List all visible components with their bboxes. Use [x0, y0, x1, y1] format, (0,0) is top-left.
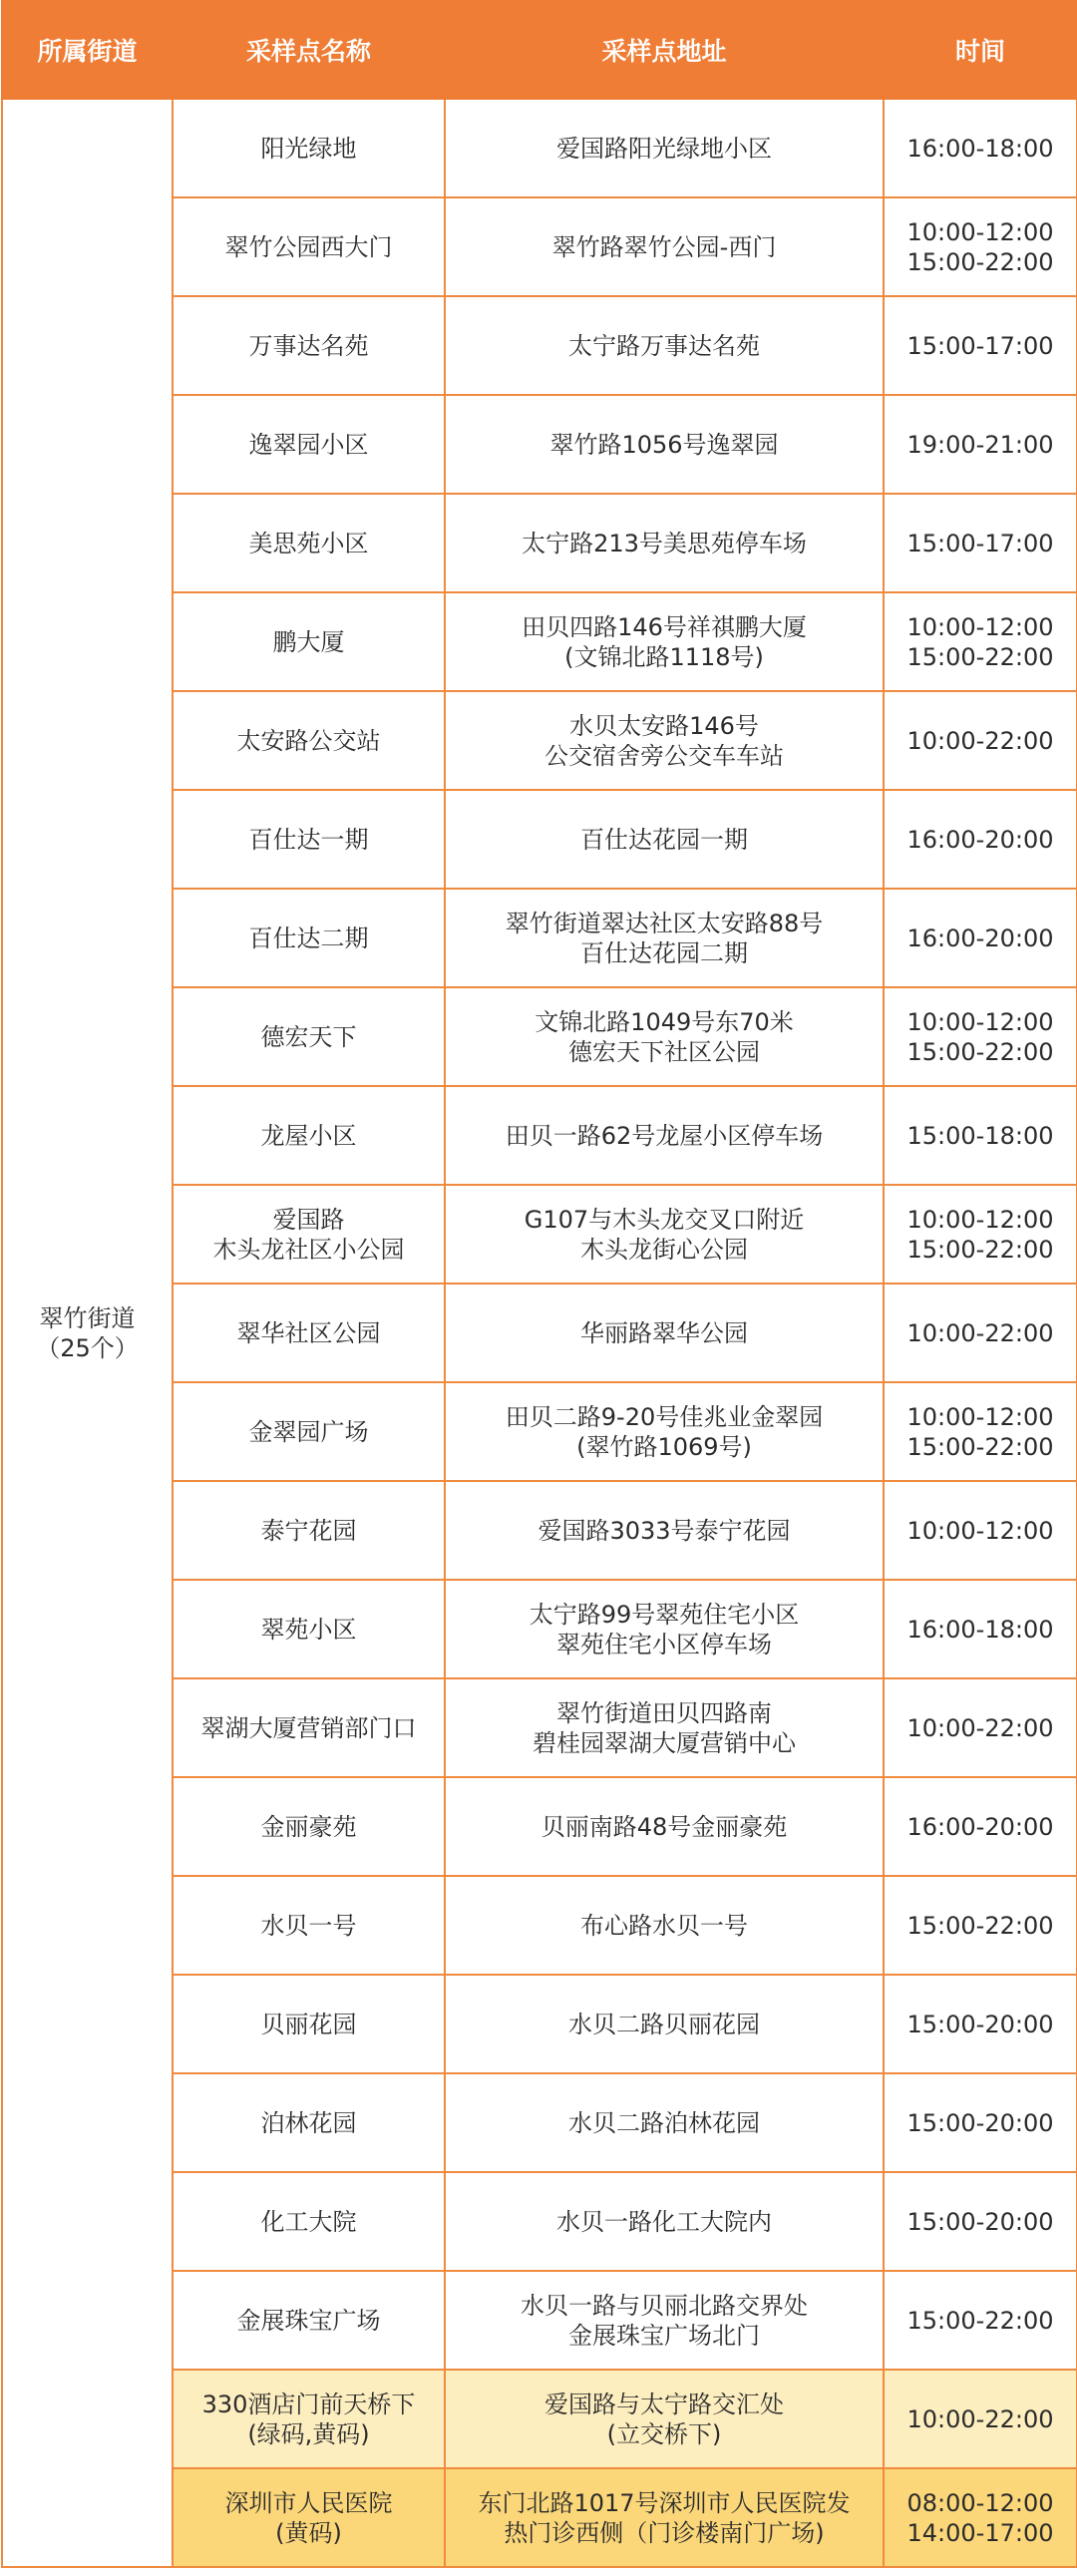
site-name-cell-line: 万事达名苑 [248, 331, 369, 360]
site-time-cell [884, 2370, 1077, 2468]
site-time-cell-line: 10:00-12:00 [906, 1007, 1054, 1036]
site-time-cell-line: 16:00-18:00 [906, 134, 1054, 163]
site-name-cell [173, 494, 445, 592]
site-address-cell-line: 东门北路1017号深圳市人民医院发 [478, 2488, 851, 2517]
site-name-cell-line: 翠苑小区 [260, 1615, 357, 1644]
site-address-cell-line: 爱国路与太宁路交汇处 [544, 2390, 784, 2418]
site-time-cell-line: 16:00-18:00 [906, 1615, 1054, 1644]
header-time: 时间 [884, 1, 1077, 99]
site-name-cell-line: 翠华社区公园 [236, 1318, 381, 1347]
site-time-cell-line: 10:00-12:00 [906, 1516, 1054, 1545]
site-address-cell [445, 2172, 884, 2271]
site-name-cell-line: 爱国路 [272, 1205, 345, 1234]
site-address-cell [445, 99, 884, 197]
site-name-cell [173, 2468, 445, 2567]
site-name-cell [173, 1382, 445, 1481]
site-address-cell [445, 1382, 884, 1481]
site-address-cell-line: 爱国路阳光绿地小区 [556, 134, 772, 163]
site-address-cell-line: 德宏天下社区公园 [568, 1037, 760, 1066]
header-district: 所属街道 [2, 1, 173, 99]
site-address-cell [445, 197, 884, 296]
site-address-cell [445, 987, 884, 1086]
site-time-cell [884, 1777, 1077, 1876]
site-name-cell-line: 太安路公交站 [236, 726, 381, 755]
site-name-cell [173, 790, 445, 889]
site-name-cell [173, 99, 445, 197]
site-address-cell [445, 1678, 884, 1777]
site-time-cell-line: 16:00-20:00 [906, 923, 1054, 952]
site-name-cell-line: (绿码,黄码) [247, 2419, 370, 2448]
site-address-cell-line: 华丽路翠华公园 [580, 1318, 748, 1347]
site-address-cell-line: 水贝太安路146号 [569, 711, 759, 740]
site-time-cell-line: 10:00-12:00 [906, 1402, 1054, 1431]
site-time-cell [884, 1481, 1077, 1580]
site-address-cell-line: G107与木头龙交叉口附近 [524, 1205, 805, 1234]
site-address-cell-line: 水贝二路贝丽花园 [568, 2010, 760, 2038]
site-address-cell-line: 公交宿舍旁公交车车站 [544, 741, 784, 770]
header-site-name: 采样点名称 [173, 1, 445, 99]
site-address-cell [445, 296, 884, 395]
site-address-cell-line: (文锦北路1118号) [564, 642, 764, 671]
site-time-cell-line: 16:00-20:00 [906, 825, 1054, 854]
site-address-cell-line: 水贝一路化工大院内 [556, 2207, 772, 2236]
table-row [2, 99, 1077, 197]
site-name-cell [173, 1086, 445, 1185]
site-time-cell-line: 10:00-22:00 [906, 726, 1054, 755]
site-address-cell-line: 水贝二路泊林花园 [568, 2108, 760, 2137]
site-name-cell-line: 金展珠宝广场 [236, 2306, 381, 2335]
header-site-address: 采样点地址 [445, 1, 884, 99]
site-address-cell [445, 790, 884, 889]
site-name-cell [173, 987, 445, 1086]
site-time-cell [884, 2271, 1077, 2370]
site-time-cell-line: 15:00-22:00 [906, 1432, 1054, 1461]
site-address-cell [445, 889, 884, 987]
site-name-cell [173, 2172, 445, 2271]
site-time-cell-line: 15:00-18:00 [906, 1121, 1054, 1150]
site-address-cell-line: 太宁路99号翠苑住宅小区 [529, 1600, 800, 1629]
site-name-cell [173, 1975, 445, 2073]
site-address-cell-line: 翠苑住宅小区停车场 [556, 1630, 772, 1658]
site-address-cell [445, 1876, 884, 1975]
site-name-cell-line: 翠竹公园西大门 [224, 232, 393, 261]
site-time-cell-line: 15:00-22:00 [906, 642, 1054, 671]
site-time-cell [884, 1185, 1077, 1284]
site-time-cell-line: 10:00-12:00 [906, 1205, 1054, 1234]
site-name-cell [173, 691, 445, 790]
site-name-cell [173, 296, 445, 395]
site-name-cell-line: 阳光绿地 [260, 134, 357, 163]
site-time-cell [884, 1580, 1077, 1678]
site-time-cell [884, 99, 1077, 197]
site-time-cell [884, 1382, 1077, 1481]
site-name-cell-line: 泰宁花园 [260, 1516, 357, 1545]
site-address-cell [445, 2468, 884, 2567]
site-time-cell [884, 592, 1077, 691]
site-time-cell [884, 197, 1077, 296]
site-address-cell [445, 691, 884, 790]
site-time-cell-line: 10:00-12:00 [906, 217, 1054, 246]
site-address-cell-line: 贝丽南路48号金丽豪苑 [540, 1812, 788, 1841]
site-time-cell [884, 1876, 1077, 1975]
site-address-cell-line: 水贝一路与贝丽北路交界处 [521, 2291, 808, 2320]
site-time-cell-line: 19:00-21:00 [906, 430, 1054, 459]
site-address-cell-line: 太宁路213号美思苑停车场 [522, 529, 807, 557]
site-time-cell [884, 2468, 1077, 2567]
site-time-cell [884, 691, 1077, 790]
site-time-cell [884, 1284, 1077, 1382]
site-address-cell-line: 翠竹路1056号逸翠园 [549, 430, 779, 459]
site-time-cell-line: 16:00-20:00 [906, 1812, 1054, 1841]
site-address-cell [445, 1086, 884, 1185]
site-address-cell-line: (翠竹路1069号) [576, 1432, 752, 1461]
site-name-cell-line: 金翠园广场 [248, 1417, 369, 1446]
site-address-cell [445, 2271, 884, 2370]
site-address-cell-line: (立交桥下) [606, 2419, 722, 2448]
site-time-cell-line: 15:00-20:00 [906, 2108, 1054, 2137]
site-name-cell-line: 木头龙社区小公园 [212, 1235, 405, 1264]
site-address-cell-line: 翠竹路翠竹公园-西门 [551, 232, 777, 261]
site-name-cell [173, 2370, 445, 2468]
site-name-cell-line: (黄码) [275, 2518, 342, 2547]
site-address-cell [445, 592, 884, 691]
site-address-cell-line: 翠竹街道翠达社区太安路88号 [505, 909, 824, 937]
site-time-cell [884, 790, 1077, 889]
site-time-cell-line: 15:00-22:00 [906, 247, 1054, 276]
site-name-cell-line: 翠湖大厦营销部门口 [200, 1713, 417, 1742]
site-name-cell [173, 1284, 445, 1382]
site-address-cell-line: 爱国路3033号泰宁花园 [538, 1516, 791, 1545]
site-address-cell [445, 1777, 884, 1876]
site-name-cell [173, 2073, 445, 2172]
site-address-cell-line: 田贝二路9-20号佳兆业金翠园 [505, 1402, 824, 1431]
site-address-cell-line: 田贝四路146号祥祺鹏大厦 [522, 612, 807, 641]
district-cell-line: （25个） [36, 1333, 139, 1362]
site-name-cell-line: 百仕达一期 [248, 825, 369, 854]
site-time-cell-line: 15:00-20:00 [906, 2010, 1054, 2038]
site-address-cell [445, 494, 884, 592]
site-time-cell [884, 296, 1077, 395]
site-time-cell [884, 1086, 1077, 1185]
site-name-cell-line: 深圳市人民医院 [224, 2488, 393, 2517]
site-name-cell-line: 德宏天下 [260, 1022, 357, 1051]
site-address-cell-line: 田贝一路62号龙屋小区停车场 [505, 1121, 824, 1150]
site-name-cell [173, 592, 445, 691]
site-name-cell-line: 泊林花园 [260, 2108, 357, 2137]
site-time-cell [884, 2073, 1077, 2172]
site-address-cell [445, 1580, 884, 1678]
site-address-cell-line: 金展珠宝广场北门 [568, 2321, 760, 2350]
site-name-cell [173, 1678, 445, 1777]
site-time-cell-line: 15:00-17:00 [906, 529, 1054, 557]
site-name-cell-line: 美思苑小区 [248, 529, 369, 557]
site-time-cell-line: 15:00-22:00 [906, 1911, 1054, 1940]
site-address-cell [445, 395, 884, 494]
site-address-cell-line: 文锦北路1049号东70米 [535, 1007, 794, 1036]
site-address-cell [445, 1185, 884, 1284]
site-time-cell-line: 10:00-12:00 [906, 612, 1054, 641]
site-name-cell [173, 1185, 445, 1284]
site-address-cell [445, 2073, 884, 2172]
site-time-cell [884, 1975, 1077, 2073]
district-cell-line: 翠竹街道 [39, 1303, 136, 1332]
site-name-cell-line: 逸翠园小区 [248, 430, 369, 459]
site-name-cell [173, 1876, 445, 1975]
site-time-cell [884, 889, 1077, 987]
site-name-cell [173, 1777, 445, 1876]
site-name-cell-line: 金丽豪苑 [260, 1812, 357, 1841]
site-address-cell [445, 1284, 884, 1382]
site-address-cell-line: 百仕达花园一期 [580, 825, 748, 854]
site-time-cell-line: 14:00-17:00 [906, 2518, 1054, 2547]
site-name-cell-line: 330酒店门前天桥下 [201, 2390, 416, 2418]
site-name-cell [173, 889, 445, 987]
table-body [2, 99, 1077, 2567]
site-time-cell-line: 10:00-22:00 [906, 2404, 1054, 2433]
site-name-cell-line: 鹏大厦 [272, 627, 345, 656]
site-name-cell [173, 197, 445, 296]
site-address-cell-line: 太宁路万事达名苑 [568, 331, 760, 360]
site-address-cell-line: 翠竹街道田贝四路南 [556, 1698, 772, 1727]
site-address-cell-line: 热门诊西侧（门诊楼南门广场) [504, 2518, 825, 2547]
site-address-cell-line: 木头龙街心公园 [580, 1235, 748, 1264]
site-time-cell-line: 15:00-22:00 [906, 2306, 1054, 2335]
site-time-cell [884, 2172, 1077, 2271]
site-time-cell-line: 15:00-22:00 [906, 1037, 1054, 1066]
site-name-cell-line: 贝丽花园 [260, 2010, 357, 2038]
site-address-cell [445, 1975, 884, 2073]
sampling-sites-table [1, 0, 1077, 2568]
site-time-cell-line: 15:00-17:00 [906, 331, 1054, 360]
site-address-cell [445, 2370, 884, 2468]
site-address-cell-line: 百仕达花园二期 [580, 938, 748, 967]
site-name-cell [173, 1481, 445, 1580]
site-address-cell [445, 1481, 884, 1580]
site-time-cell [884, 494, 1077, 592]
site-name-cell [173, 395, 445, 494]
site-time-cell [884, 1678, 1077, 1777]
site-name-cell-line: 水贝一号 [260, 1911, 357, 1940]
site-name-cell-line: 龙屋小区 [260, 1121, 357, 1150]
site-name-cell [173, 1580, 445, 1678]
site-time-cell [884, 987, 1077, 1086]
district-cell [2, 99, 173, 2567]
site-address-cell-line: 碧桂园翠湖大厦营销中心 [533, 1728, 796, 1757]
site-time-cell-line: 15:00-20:00 [906, 2207, 1054, 2236]
site-name-cell-line: 百仕达二期 [248, 923, 369, 952]
site-time-cell-line: 10:00-22:00 [906, 1318, 1054, 1347]
site-time-cell [884, 395, 1077, 494]
site-time-cell-line: 15:00-22:00 [906, 1235, 1054, 1264]
table-header-row [2, 1, 1077, 99]
site-name-cell-line: 化工大院 [260, 2207, 357, 2236]
site-name-cell [173, 2271, 445, 2370]
site-address-cell-line: 布心路水贝一号 [580, 1911, 748, 1940]
site-time-cell-line: 08:00-12:00 [906, 2488, 1054, 2517]
site-time-cell-line: 10:00-22:00 [906, 1713, 1054, 1742]
